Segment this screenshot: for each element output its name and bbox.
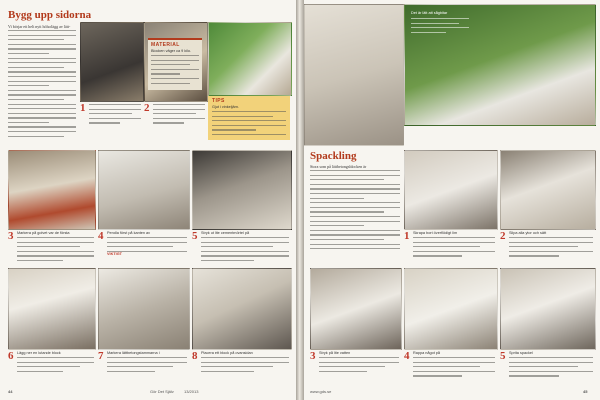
right-page: [304, 0, 600, 400]
right-intro-lead: Stora som på lättbetongsblocken är: [310, 164, 367, 169]
right-headline: Spackling: [310, 150, 357, 162]
photo-spackle-5: [500, 268, 596, 350]
left-page: [0, 0, 296, 400]
step-number-5: 5: [192, 230, 198, 242]
caption-step-4-warning: VIKTIGT: [107, 252, 122, 256]
caption-step-7: Markera lättbetongstammarna i: [107, 351, 160, 355]
left-headline: Bygg upp sidorna: [8, 9, 92, 21]
photo-saw-block: [208, 22, 292, 96]
photo-step-6: [8, 268, 96, 350]
spackle-number-5: 5: [500, 350, 506, 362]
photo-step-7: [98, 268, 190, 350]
right-page-number: 45: [583, 389, 588, 394]
spackle-caption-1: Skrapa bort överflödigt lim: [413, 231, 458, 235]
photo-spackle-2: [500, 150, 596, 230]
spackle-number-3: 3: [310, 350, 316, 362]
photo-wall-top: [304, 4, 404, 146]
caption-step-3: Markera på golvet var de första: [17, 231, 70, 235]
left-intro-text: [8, 30, 76, 140]
footer-site: www.gds.se: [310, 389, 332, 394]
footer-magazine: Gör Det Själv: [150, 389, 174, 394]
material-box: [148, 38, 202, 90]
photo-step-8: [192, 268, 292, 350]
spackle-caption-5: Sprita spackel: [509, 351, 533, 355]
photo-spackle-3: [310, 268, 402, 350]
spackle-caption-2: Slipa alla ytor och sätt: [509, 231, 547, 235]
photo-step-3: [8, 150, 96, 230]
left-intro-lead: Vi börjar ett helt nytt hölsolägg av lätt-: [8, 24, 71, 29]
photo-step-1: [80, 22, 144, 102]
caption-step-5: Stryk ut lite cementmörtel på: [201, 231, 250, 235]
material-label: MATERIAL: [151, 42, 180, 48]
spackle-number-1: 1: [404, 230, 410, 242]
spackle-caption-3: Stryk på lite vatten: [319, 351, 351, 355]
photo-garden: [404, 4, 596, 126]
photo-note: Det är lätt att sågbitar: [411, 11, 448, 15]
caption-step-4: Pendla först på kanten av: [107, 231, 151, 235]
step-number-2: 2: [144, 102, 150, 114]
step-number-8: 8: [192, 350, 198, 362]
photo-step-5: [192, 150, 292, 230]
spackle-number-4: 4: [404, 350, 410, 362]
left-page-number: 44: [8, 389, 13, 394]
spackle-caption-4: Rappa något på: [413, 351, 441, 355]
tips-label: TIPS: [212, 98, 225, 104]
right-intro-text: [310, 170, 400, 253]
photo-step-4: [98, 150, 190, 230]
tips-lead: Gjut i vinkeljärn.: [212, 105, 240, 109]
step-number-7: 7: [98, 350, 104, 362]
material-lead: Blocken väger ca 9 kilo.: [151, 49, 192, 53]
spread-gutter: [296, 0, 304, 400]
photo-spackle-4: [404, 268, 498, 350]
step-number-6: 6: [8, 350, 14, 362]
step-number-1: 1: [80, 102, 86, 114]
caption-step-6: Lägg ner en lutande block: [17, 351, 61, 355]
step-number-4: 4: [98, 230, 104, 242]
step-number-3: 3: [8, 230, 14, 242]
tips-box: [208, 96, 290, 140]
caption-step-8: Placera ett block på ovansidan: [201, 351, 253, 355]
footer-issue: 13/2013: [184, 389, 199, 394]
photo-spackle-1: [404, 150, 498, 230]
spackle-number-2: 2: [500, 230, 506, 242]
